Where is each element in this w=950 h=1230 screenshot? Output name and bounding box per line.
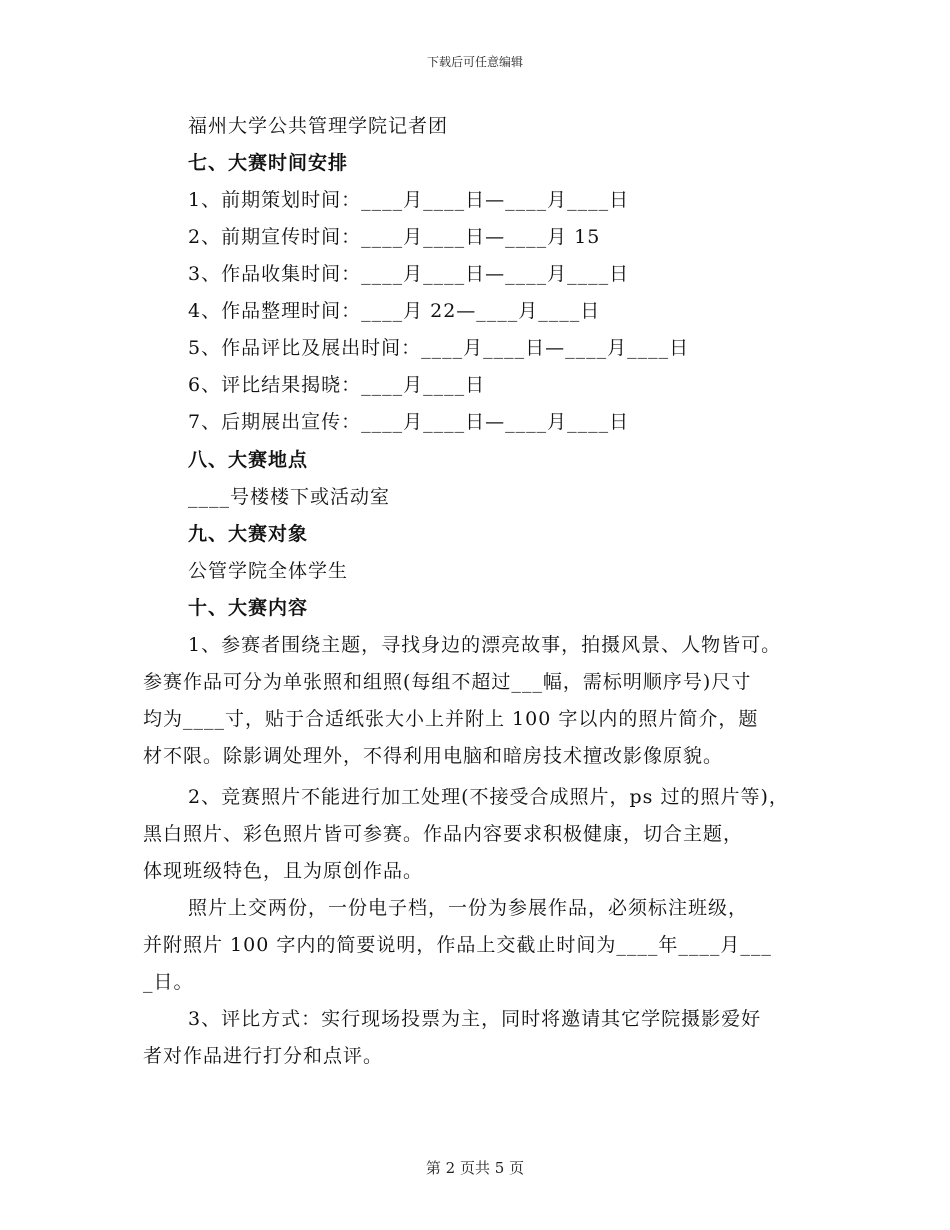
section-8-title: 八、大赛地点 bbox=[188, 449, 309, 471]
content-p1-line-4: 材不限。除影调处理外，不得利用电脑和暗房技术擅改影像原貌。 bbox=[143, 745, 724, 767]
content-p4-line-1: 3、评比方式：实行现场投票为主，同时将邀请其它学院摄影爱好 bbox=[188, 1008, 762, 1030]
content-p3-line-1: 照片上交两份，一份电子档，一份为参展作品，必须标注班级， bbox=[188, 897, 749, 919]
audience-text: 公管学院全体学生 bbox=[188, 560, 349, 582]
venue-text: ____号楼楼下或活动室 bbox=[188, 486, 391, 508]
content-p3-line-2: 并附照片 100 字内的简要说明，作品上交截止时间为____年____月___ bbox=[143, 934, 772, 956]
schedule-item-3: 3、作品收集时间：____月____日—____月____日 bbox=[188, 263, 630, 285]
org-line: 福州大学公共管理学院记者团 bbox=[188, 115, 449, 137]
section-9-title: 九、大赛对象 bbox=[188, 523, 309, 545]
content-p2-line-3: 体现班级特色，且为原创作品。 bbox=[143, 860, 424, 882]
section-10-title: 十、大赛内容 bbox=[188, 597, 309, 619]
content-p2-line-1: 2、竞赛照片不能进行加工处理(不接受合成照片，ps 过的照片等)， bbox=[188, 786, 789, 808]
content-p1-line-3: 均为____寸，贴于合适纸张大小上并附上 100 字以内的照片简介，题 bbox=[143, 708, 759, 730]
page-footer: 第 2 页共 5 页 bbox=[425, 1159, 525, 1177]
content-p1-line-2: 参赛作品可分为单张照和组照(每组不超过___幅，需标明顺序号)尺寸 bbox=[143, 671, 752, 693]
content-p1-line-1: 1、参赛者围绕主题，寻找身边的漂亮故事，拍摄风景、人物皆可。 bbox=[188, 634, 782, 656]
schedule-item-5: 5、作品评比及展出时间：____月____日—____月____日 bbox=[188, 337, 690, 359]
schedule-item-7: 7、后期展出宣传：____月____日—____月____日 bbox=[188, 411, 630, 433]
schedule-item-1: 1、前期策划时间：____月____日—____月____日 bbox=[188, 189, 630, 211]
section-7-title: 七、大赛时间安排 bbox=[188, 152, 349, 174]
content-p2-line-2: 黑白照片、彩色照片皆可参赛。作品内容要求积极健康，切合主题， bbox=[143, 823, 744, 845]
page-header: 下载后可任意编辑 bbox=[426, 55, 523, 69]
content-p3-line-3: _日。 bbox=[143, 971, 194, 993]
schedule-item-6: 6、评比结果揭晓：____月____日 bbox=[188, 374, 486, 396]
schedule-item-4: 4、作品整理时间：____月 22—____月____日 bbox=[188, 300, 601, 322]
schedule-item-2: 2、前期宣传时间：____月____日—____月 15 bbox=[188, 226, 601, 248]
content-p4-line-2: 者对作品进行打分和点评。 bbox=[143, 1045, 384, 1067]
